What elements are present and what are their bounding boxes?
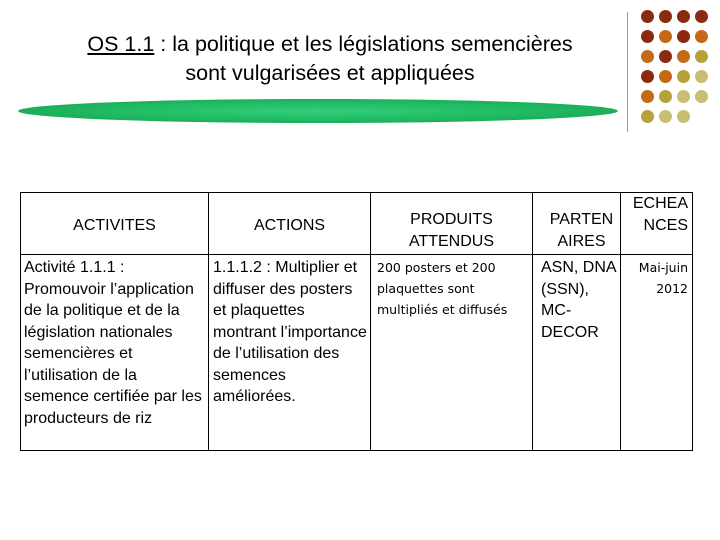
- activities-table: [20, 192, 693, 451]
- title-prefix: OS 1.1: [87, 32, 155, 56]
- dot: [695, 10, 708, 23]
- header-partenaires: PARTEN AIRES: [533, 193, 621, 255]
- vertical-divider-line: [627, 12, 628, 132]
- dot: [659, 10, 672, 23]
- dot: [677, 90, 690, 103]
- green-ellipse-decoration: [18, 99, 618, 123]
- cell-echeances: Mai-juin 2012: [621, 255, 693, 451]
- dot: [695, 90, 708, 103]
- dot: [659, 90, 672, 103]
- dot: [641, 90, 654, 103]
- table-row: [21, 255, 693, 451]
- header-echeances: ECHEA NCES: [621, 193, 693, 255]
- activite-label: Activité 1.1.1 :: [24, 259, 125, 276]
- title-line1: : la politique et les législations semencières: [154, 32, 573, 56]
- dot: [677, 110, 690, 123]
- cell-action: 1.1.1.2 : Multiplier et diffuser des posters et plaquettes montrant l’importance de l’utilisation des semences améliorées.: [209, 255, 371, 451]
- dot: [641, 10, 654, 23]
- dot: [641, 110, 654, 123]
- dot: [695, 50, 708, 63]
- title-line2: sont vulgarisées et appliquées: [185, 61, 475, 85]
- cell-produits: 200 posters et 200 plaquettes sont multipliés et diffusés: [371, 255, 533, 451]
- header-produits-attendus: PRODUITS ATTENDUS: [371, 193, 533, 255]
- dot: [677, 10, 690, 23]
- cell-partenaires: ASN, DNA (SSN), MC-DECOR: [533, 255, 621, 451]
- dot: [659, 70, 672, 83]
- dot: [695, 70, 708, 83]
- dot: [677, 30, 690, 43]
- activite-text: Promouvoir l’application de la politique et de la législation nationales semencières et l’utilisation de la semence certifiée par les producteurs de riz: [24, 280, 202, 427]
- dot: [677, 70, 690, 83]
- header-activites: ACTIVITES: [21, 193, 209, 255]
- dot: [677, 50, 690, 63]
- dot: [641, 50, 654, 63]
- header-actions: ACTIONS: [209, 193, 371, 255]
- dot: [659, 50, 672, 63]
- dot: [641, 30, 654, 43]
- dot: [659, 30, 672, 43]
- cell-activite: [21, 255, 209, 451]
- dot: [695, 30, 708, 43]
- table-header-row: [21, 193, 693, 255]
- slide-title: [30, 30, 630, 88]
- dot: [641, 70, 654, 83]
- dot: [659, 110, 672, 123]
